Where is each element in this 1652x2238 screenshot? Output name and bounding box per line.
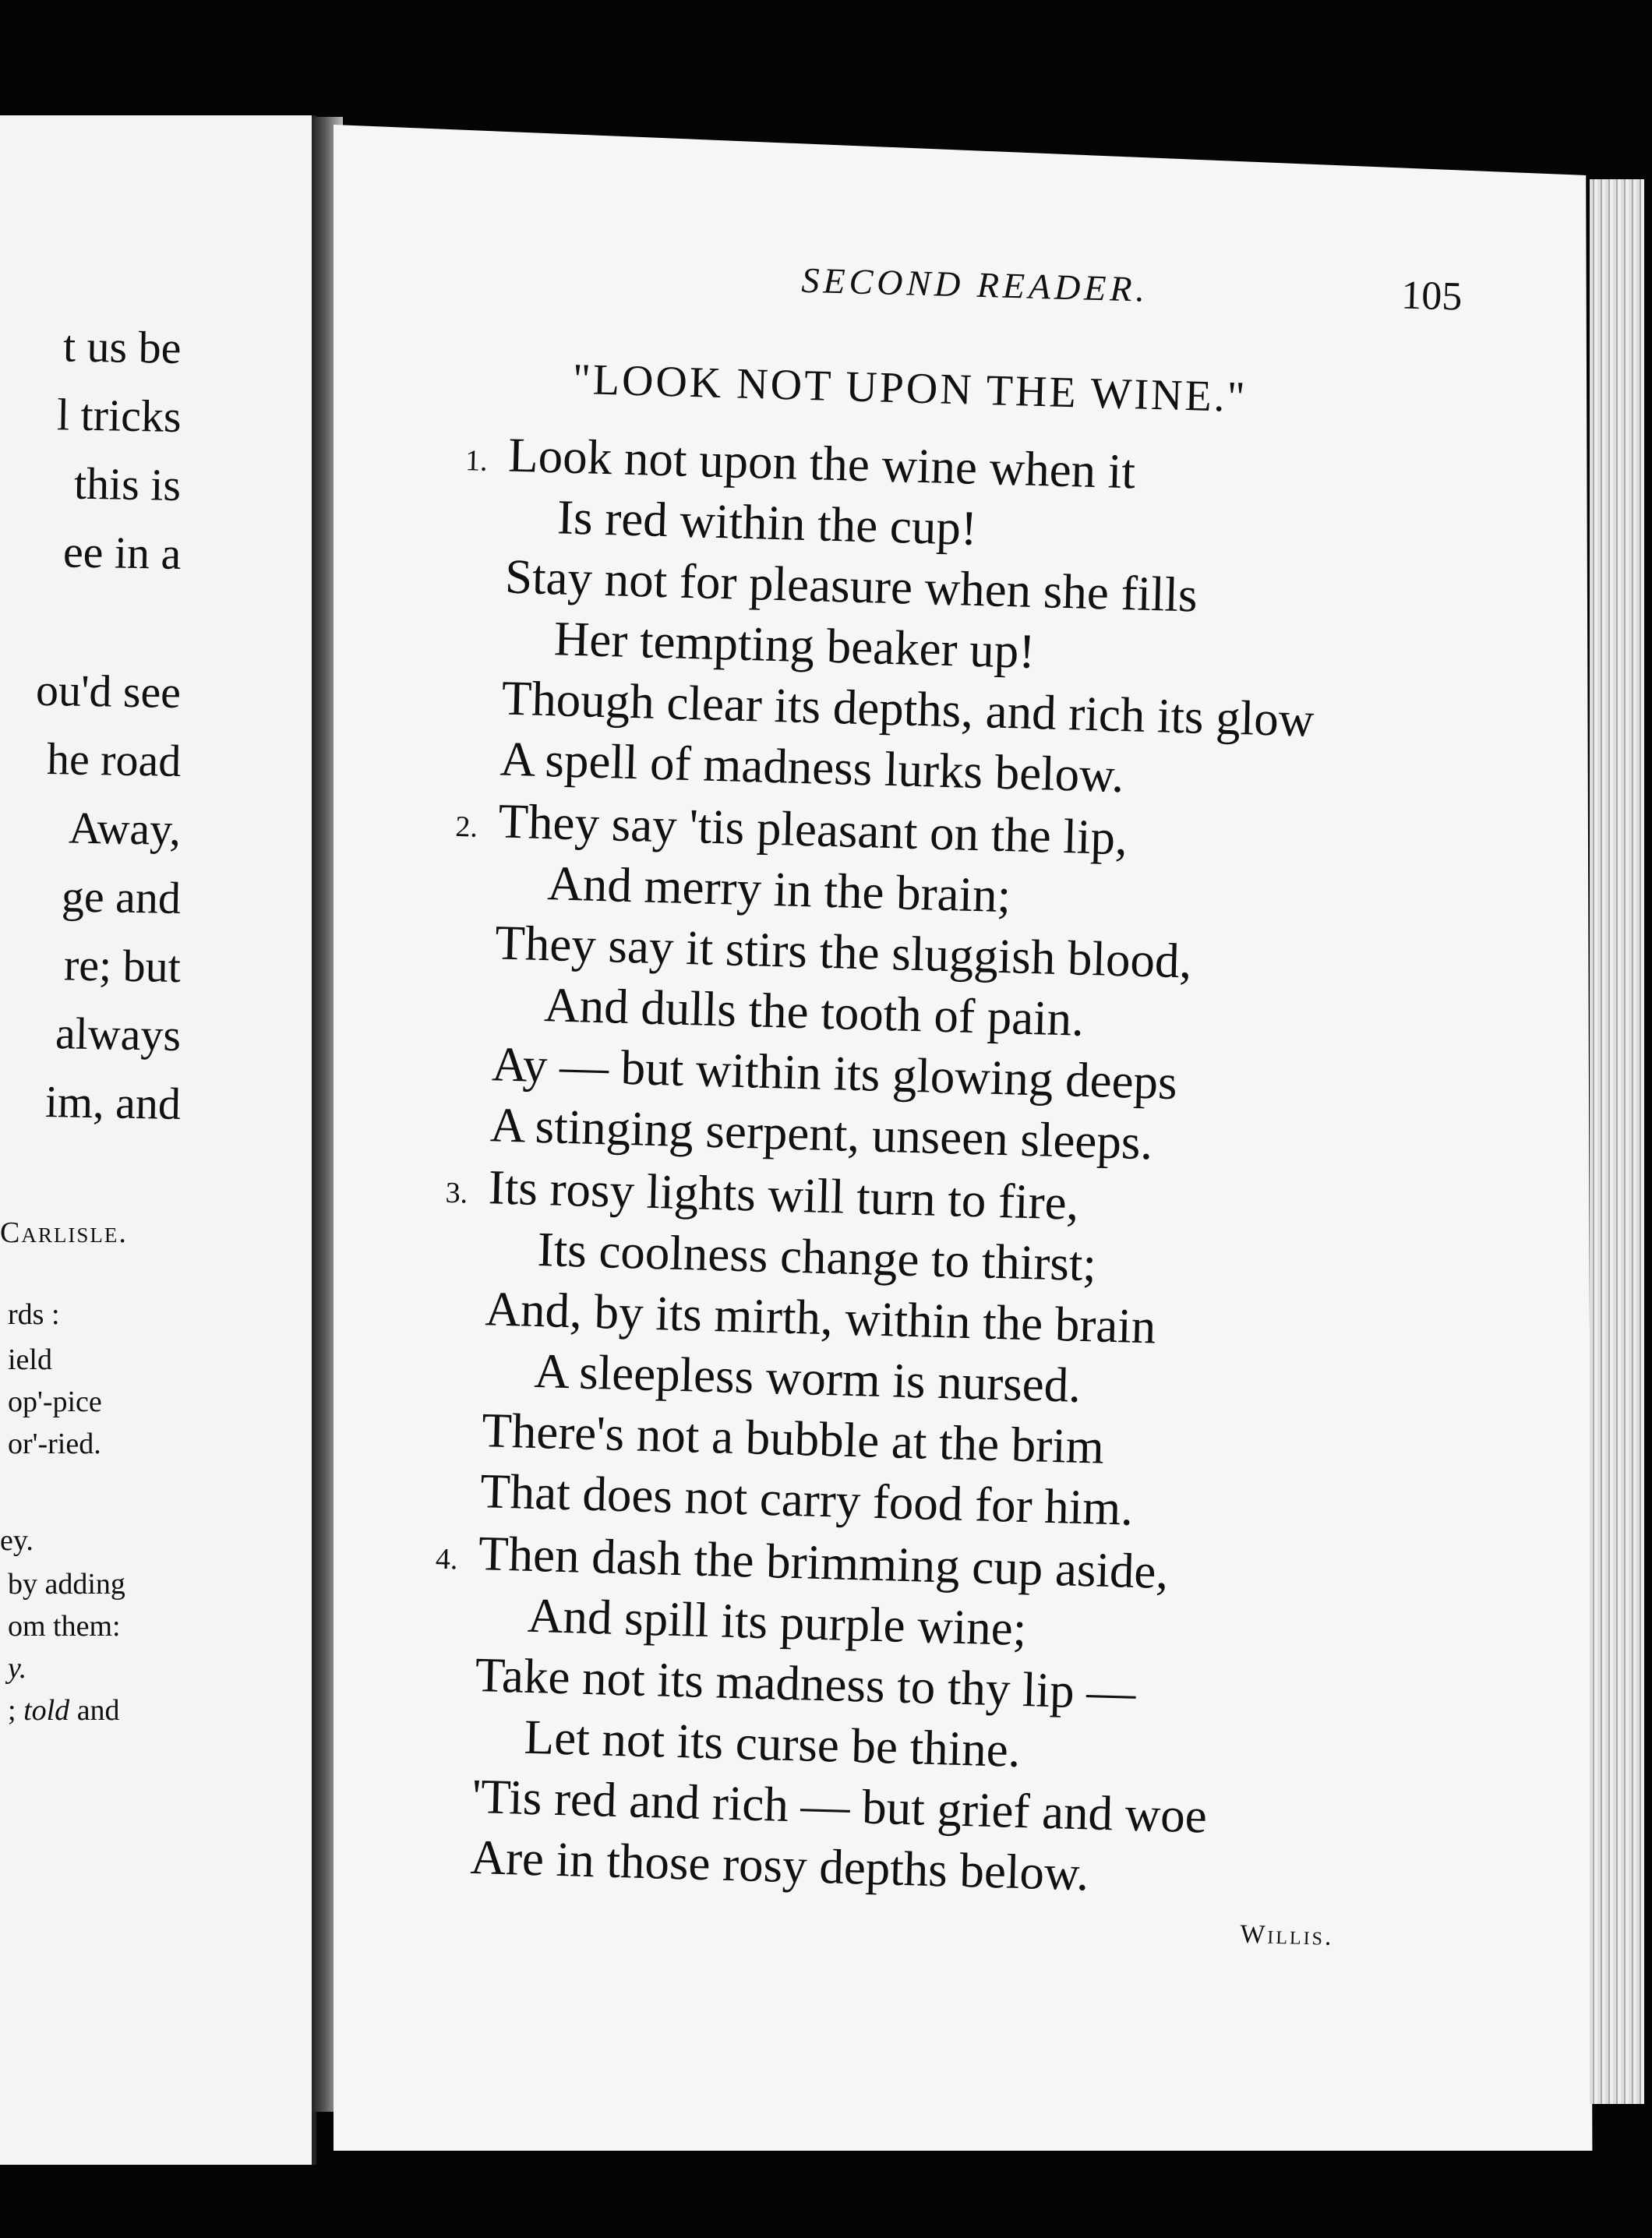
verse-line: 'Tis red and rich — but grief and woe — [471, 1768, 1208, 1844]
previous-page-author: Carlisle. — [0, 1216, 128, 1249]
verse-line: There's not a bubble at the brim — [481, 1403, 1105, 1474]
verse-line: And merry in the brain; — [546, 856, 1012, 923]
verse-line: A sleepless worm is nursed. — [533, 1343, 1082, 1413]
verse-line: That does not carry food for him. — [479, 1463, 1135, 1536]
stanza-number: 4. — [435, 1542, 459, 1576]
verse-line: Ay — but within its glowing deeps — [491, 1036, 1178, 1110]
previous-page-line: Away, — [68, 802, 182, 855]
page-edges — [1590, 179, 1644, 2104]
verse-line: Let not its curse be thine. — [523, 1709, 1022, 1777]
note-italic-word: told — [23, 1694, 70, 1727]
running-head: SECOND READER. — [800, 259, 1149, 309]
previous-page-line: t us be — [62, 320, 182, 373]
verse-line: Take not its madness to thy lip — — [475, 1647, 1137, 1720]
verse-line: And spill its purple wine; — [527, 1587, 1028, 1657]
previous-page-note — [8, 1696, 120, 1725]
verse-line: Its coolness change to thirst; — [536, 1222, 1097, 1292]
verse-line: Look not upon the wine when it — [507, 427, 1136, 499]
previous-page-line: he road — [46, 732, 182, 786]
previous-page-line: re; but — [63, 939, 182, 992]
page-text — [390, 234, 1558, 1978]
previous-page-note: by adding — [8, 1568, 125, 1601]
previous-page-note: y. — [8, 1652, 27, 1685]
previous-page-line: this is — [73, 457, 182, 510]
previous-page — [0, 115, 316, 2165]
stanza-number: 3. — [445, 1176, 468, 1210]
page-number: 105 — [1400, 273, 1463, 319]
verse-line: Its rosy lights will turn to fire, — [487, 1160, 1080, 1230]
previous-page-line: ge and — [61, 870, 182, 923]
previous-page-note: ey. — [0, 1524, 34, 1557]
note-prefix: ; — [8, 1694, 24, 1727]
verse-line: Stay not for pleasure when she fills — [504, 549, 1198, 623]
verse-line: A stinging serpent, unseen sleeps. — [489, 1097, 1154, 1170]
previous-page-note: op'-pice — [8, 1386, 102, 1418]
verse-line: Her tempting beaker up! — [553, 611, 1036, 679]
stanza-number: 1. — [464, 444, 489, 478]
note-suffix: and — [69, 1694, 120, 1727]
verse-line: Are in those rosy depths below. — [469, 1829, 1090, 1901]
verse-line: They say it stirs the sluggish blood, — [494, 915, 1193, 989]
previous-page-note: ield — [8, 1343, 52, 1376]
previous-page-note: or'-ried. — [8, 1428, 101, 1460]
verse-line: They say 'tis pleasant on the lip, — [497, 793, 1128, 866]
verse-line: A spell of madness lurks below. — [499, 731, 1125, 803]
verse-line: And, by its mirth, within the brain — [484, 1281, 1157, 1354]
previous-page-line: im, and — [44, 1075, 182, 1129]
previous-page-line: l tricks — [55, 389, 182, 442]
poem-title: "LOOK NOT UPON THE WINE." — [572, 355, 1248, 422]
previous-page-line: always — [55, 1008, 182, 1061]
previous-page-line: ou'd see — [35, 664, 182, 718]
previous-page-note: om them: — [8, 1610, 121, 1643]
verse-line: And dulls the tooth of pain. — [543, 977, 1085, 1047]
previous-page-note: rds : — [8, 1298, 60, 1331]
previous-page-line: ee in a — [62, 526, 182, 579]
verse-line: Though clear its depths, and rich its glow — [500, 670, 1315, 747]
verse-line: Is red within the cup! — [556, 489, 978, 556]
verse-line: Then dash the brimming cup aside, — [478, 1526, 1170, 1600]
poem-author: Willis. — [1239, 1919, 1335, 1951]
stanza-number: 2. — [454, 810, 478, 844]
